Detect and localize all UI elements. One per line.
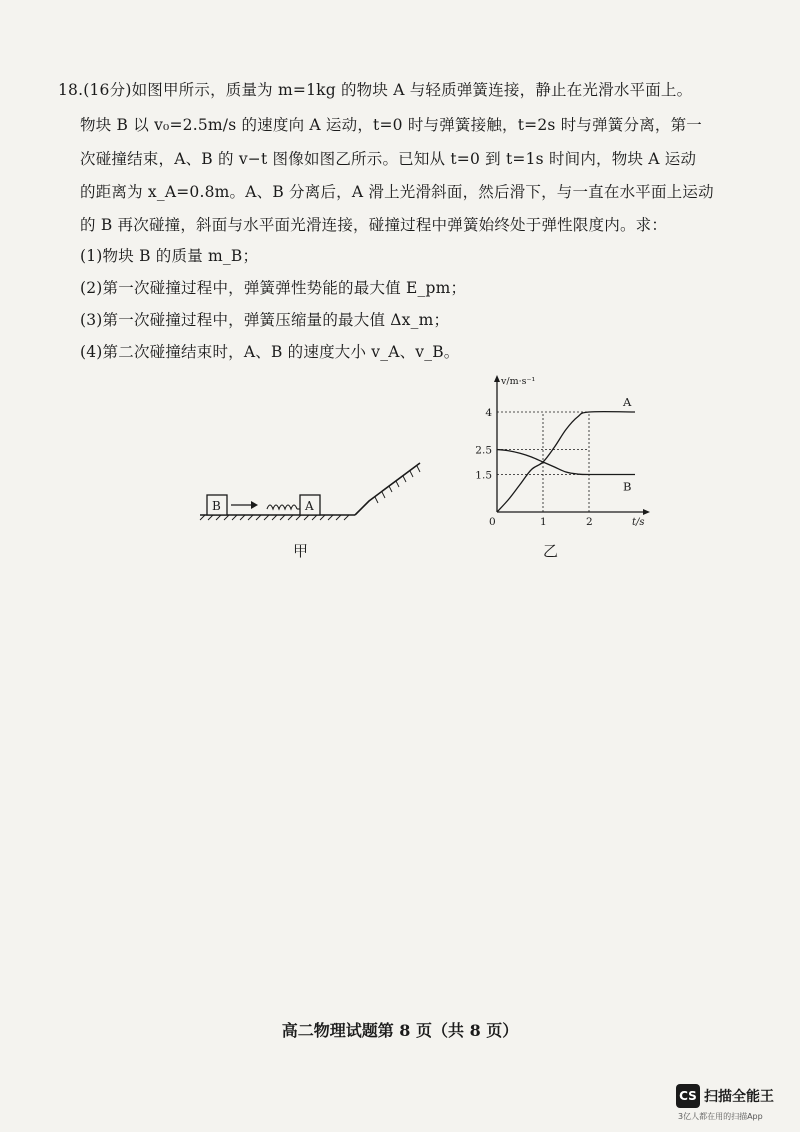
scanner-tagline: 3亿人都在用的扫描App (678, 1112, 763, 1121)
question-3: (3)第一次碰撞过程中，弹簧压缩量的最大值 Δx_m； (80, 311, 450, 329)
x-tick-label: 2 (586, 516, 593, 528)
question-1: (1)物块 B 的质量 m_B； (80, 247, 259, 265)
problem-line-3: 次碰撞结束，A、B 的 v−t 图像如图乙所示。已知从 t=0 到 t=1s 时间内，物块 A 运动 (80, 150, 697, 168)
spring (267, 505, 297, 509)
caption-yi: 乙 (543, 542, 559, 560)
x-tick-label: 0 (489, 516, 496, 528)
problem-line-2: 物块 B 以 v₀=2.5m/s 的速度向 A 运动，t=0 时与弹簧接触，t=2s 时与弹簧分离，第一 (80, 116, 702, 134)
scanner-name: 扫描全能王 (704, 1089, 774, 1105)
problem-line-4: 的距离为 x_A=0.8m。A、B 分离后，A 滑上光滑斜面，然后滑下，与一直在水平面上运动 (80, 183, 714, 201)
x-axis-label: t/s (632, 517, 645, 528)
problem-line-5: 的 B 再次碰撞，斜面与水平面光滑连接，碰撞过程中弹簧始终处于弹性限度内。求： (80, 216, 668, 234)
scanner-logo: CS (676, 1084, 700, 1108)
page-footer: 高二物理试题第 8 页（共 8 页） (281, 1021, 519, 1040)
series-label-a: A (623, 395, 632, 409)
series-line-b (497, 450, 635, 475)
series-line-a (497, 412, 635, 512)
series-label-b: B (623, 479, 632, 494)
velocity-arrow-icon (251, 501, 258, 509)
x-axis-arrow-icon (643, 509, 650, 515)
question-2: (2)第一次碰撞过程中，弹簧弹性势能的最大值 E_pm； (80, 279, 467, 297)
x-tick-label: 1 (540, 516, 547, 528)
scanner-watermark (676, 1084, 786, 1124)
question-4: (4)第二次碰撞结束时，A、B 的速度大小 v_A、v_B。 (80, 343, 460, 361)
figure-jia (195, 455, 435, 525)
y-tick-label: 1.5 (475, 469, 492, 482)
block-b-label: B (212, 499, 221, 513)
caption-jia: 甲 (293, 542, 309, 560)
y-axis-arrow-icon (494, 375, 500, 382)
y-axis-label: v/m·s⁻¹ (501, 376, 536, 387)
y-tick-label: 2.5 (475, 444, 492, 457)
problem-line-1: 18.(16分)如图甲所示，质量为 m=1kg 的物块 A 与轻质弹簧连接，静止在光滑水平面上。 (58, 81, 693, 99)
y-tick-label: 4 (485, 407, 492, 419)
figure-yi-chart (465, 370, 655, 530)
incline-hatch (375, 466, 420, 503)
block-a-label: A (305, 499, 314, 513)
